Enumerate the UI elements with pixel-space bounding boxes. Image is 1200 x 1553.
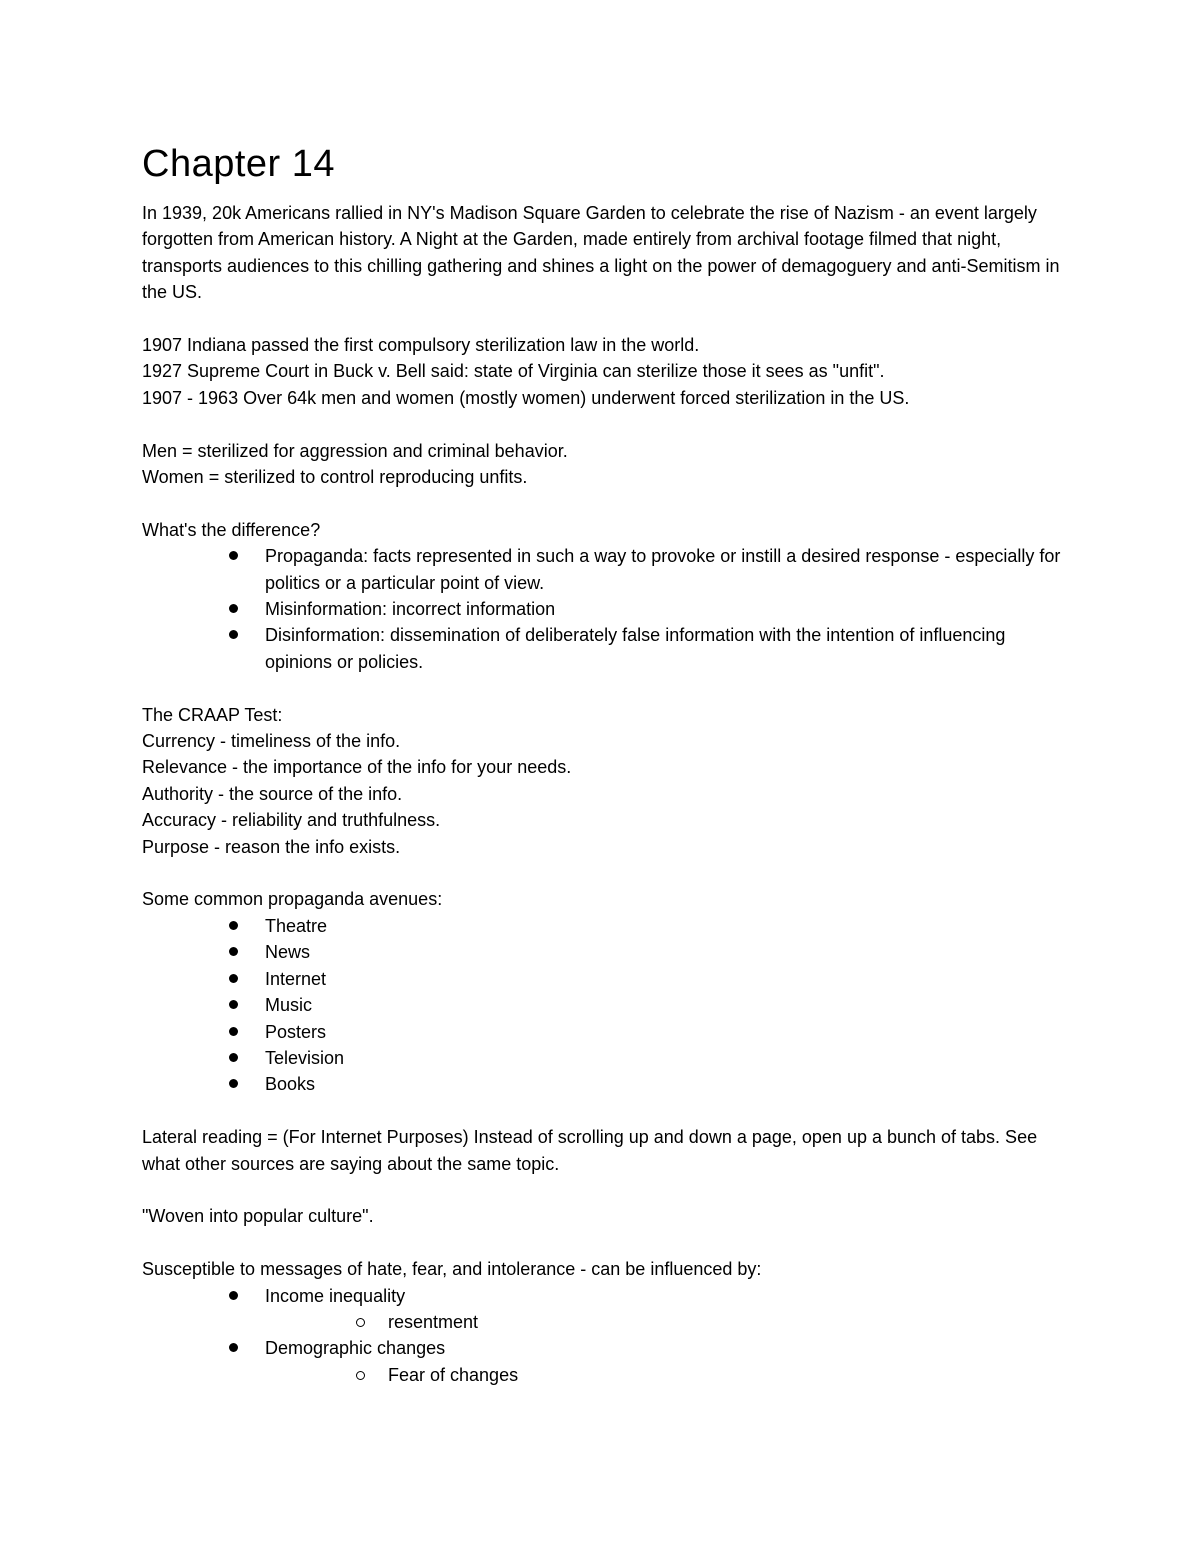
craap-item: Currency - timeliness of the info. xyxy=(142,731,401,752)
list-item: Demographic changes xyxy=(265,1335,1062,1361)
sublist-container xyxy=(265,1309,1062,1335)
section-heading: Some common propaganda avenues: xyxy=(142,889,443,910)
craap-item: Accuracy - reliability and truthfulness. xyxy=(142,810,441,831)
gender-facts xyxy=(142,438,1062,491)
sub-list xyxy=(265,1309,1062,1335)
avenues-section xyxy=(142,886,1062,1097)
difference-list xyxy=(142,543,1062,675)
susceptible-list-2 xyxy=(142,1335,1062,1361)
sub-list-item: Fear of changes xyxy=(388,1362,1062,1388)
list-item: Misinformation: incorrect information xyxy=(265,596,1062,622)
avenues-list xyxy=(142,913,1062,1098)
susceptible-sublist-wrap-2 xyxy=(142,1362,1062,1388)
bullet-icon xyxy=(229,1291,238,1300)
bullet-icon xyxy=(229,947,238,956)
list-item: Television xyxy=(265,1045,1062,1071)
bullet-icon xyxy=(229,630,238,639)
list-item: Internet xyxy=(265,966,1062,992)
section-heading: The CRAAP Test: xyxy=(142,704,283,725)
bullet-icon xyxy=(229,974,238,983)
fact-line: Women = sterilized to control reproducing unfits. xyxy=(142,467,528,488)
list-item: Income inequality xyxy=(265,1283,1062,1309)
bullet-icon xyxy=(229,921,238,930)
bullet-icon xyxy=(229,604,238,613)
bullet-icon xyxy=(229,551,238,560)
sub-list xyxy=(265,1362,1062,1388)
fact-line: 1907 - 1963 Over 64k men and women (mostly women) underwent forced sterilization in the US. xyxy=(142,387,910,408)
list-item: Propaganda: facts represented in such a way to provoke or instill a desired response - especially for politics or a particular point of view. xyxy=(265,543,1062,596)
bullet-icon xyxy=(229,1027,238,1036)
craap-item: Authority - the source of the info. xyxy=(142,783,403,804)
fact-line: 1927 Supreme Court in Buck v. Bell said: state of Virginia can sterilize those it sees as "unfit". xyxy=(142,361,885,382)
bullet-icon xyxy=(229,1079,238,1088)
craap-item: Purpose - reason the info exists. xyxy=(142,836,401,857)
list-item: Theatre xyxy=(265,913,1062,939)
craap-item: Relevance - the importance of the info for your needs. xyxy=(142,757,572,778)
document-page xyxy=(142,140,1062,1415)
bullet-icon xyxy=(229,1343,238,1352)
section-heading: Susceptible to messages of hate, fear, and intolerance - can be influenced by: xyxy=(142,1259,762,1280)
fact-line: Men = sterilized for aggression and criminal behavior. xyxy=(142,440,568,461)
sterilization-facts xyxy=(142,332,1062,411)
sub-list-item: resentment xyxy=(388,1309,1062,1335)
bullet-icon xyxy=(229,1053,238,1062)
difference-section xyxy=(142,517,1062,675)
list-item: Disinformation: dissemination of deliberately false information with the intention of influencing opinions or policies. xyxy=(265,622,1062,675)
bullet-icon xyxy=(229,1000,238,1009)
lateral-reading-paragraph: Lateral reading = (For Internet Purposes) Instead of scrolling up and down a page, open up a bunch of tabs. See what other sources are saying about the same topic. xyxy=(142,1127,1038,1174)
susceptible-sublist-wrap xyxy=(142,1309,1062,1335)
list-item: Music xyxy=(265,992,1062,1018)
page-title: Chapter 14 xyxy=(142,143,336,185)
list-item: News xyxy=(265,939,1062,965)
craap-section xyxy=(142,702,1062,860)
susceptible-list xyxy=(142,1283,1062,1309)
intro-paragraph: In 1939, 20k Americans rallied in NY's Madison Square Garden to celebrate the rise of Nazism - an event largely forgotten from American history. A Night at the Garden, made entirely from archival footage filmed that night, transports audiences to this chilling gathering and shines a light on the power of demagoguery and anti-Semitism in the US. xyxy=(142,203,1060,303)
list-item: Posters xyxy=(265,1019,1062,1045)
hollow-bullet-icon xyxy=(356,1371,365,1380)
section-heading: What's the difference? xyxy=(142,519,321,540)
hollow-bullet-icon xyxy=(356,1318,365,1327)
susceptible-section xyxy=(142,1256,1062,1388)
fact-line: 1907 Indiana passed the first compulsory sterilization law in the world. xyxy=(142,335,700,356)
sublist-container xyxy=(265,1362,1062,1388)
quote-line: "Woven into popular culture". xyxy=(142,1206,374,1227)
list-item: Books xyxy=(265,1071,1062,1097)
